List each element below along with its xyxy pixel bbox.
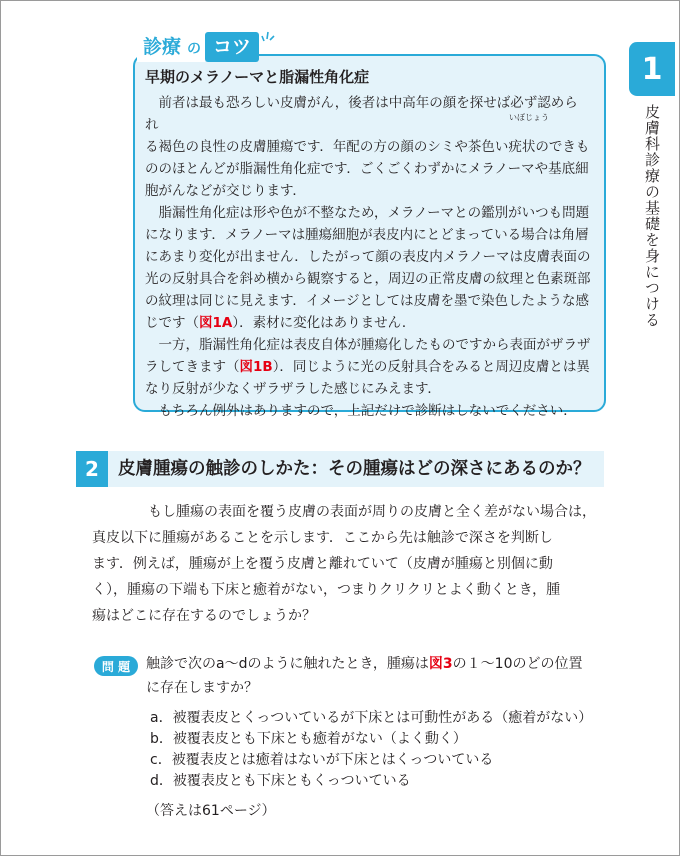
section-title: 皮膚腫瘍の触診のしかた：その腫瘍はどの深さにあるのか？ (118, 459, 591, 479)
tips-paragraph-4 (145, 400, 591, 422)
tips-label-particle: の (187, 32, 205, 62)
section-number: 2 (76, 451, 108, 487)
chapter-number: 1 (641, 51, 663, 87)
tips-paragraph-2 (145, 202, 591, 334)
text-line: 一方，脂漏性角化症は表皮自体が腫瘍化したものですから表面がザラザ (158, 337, 591, 353)
text-line: 瘍はどこに存在するのでしょうか？ (92, 608, 316, 624)
chapter-number-tab (629, 42, 675, 96)
list-item: b．被覆表皮とも下床とも癒着がない（よく動く） (150, 731, 467, 747)
tips-heading: 早期のメラノーマと脂漏性角化症 (145, 68, 370, 86)
sparkle-icon (261, 30, 275, 47)
tips-body (145, 92, 591, 422)
tips-label-keyword: 診療 (137, 32, 187, 62)
section-paragraph (92, 499, 606, 629)
text-line: もちろん例外はありますので，上記だけで診断はしないでください． (158, 403, 577, 419)
text-line: じです（ (145, 315, 199, 331)
text-line: の１～10のどの位置 (452, 656, 583, 672)
figure-reference[interactable]: 図1A (199, 315, 233, 331)
text-line: ）．素材に変化はありません． (232, 315, 416, 331)
list-item: c．被覆表皮とは癒着はないが下床とはくっついている (150, 752, 494, 768)
text-line: なり反射が少なくザラザラした感じにみえます． (145, 381, 441, 397)
text-line: る褐色の良性の皮膚腫瘍です．年配の方の顔のシミや茶色い疣状のできも (145, 139, 590, 155)
text-line: になります．メラノーマは腫瘍細胞が表皮内にとどまっている場合は角層 (145, 227, 589, 243)
text-line: 光の反射具合を斜め横から観察すると，周辺の正常皮膚の紋理と色素斑部 (145, 271, 591, 287)
question-options (150, 708, 592, 792)
text-line: 真皮以下に腫瘍があることを示します．ここから先は触診で深さを判断し (92, 530, 553, 546)
text-line: に存在しますか？ (146, 680, 258, 696)
text-line: ラしてきます（ (145, 359, 240, 375)
figure-reference[interactable]: 図1B (239, 359, 273, 375)
section-body (92, 499, 606, 629)
text-line: にあまり変化が出ません．したがって顔の表皮内メラノーマは皮膚表面の (145, 249, 591, 265)
text-line: もし腫瘍の表面を覆う皮膚の表面が周りの皮膚と全く差がない場合は， (148, 504, 596, 520)
text-line: 脂漏性角化症は形や色が不整なため，メラノーマとの鑑別がいつも問題 (158, 205, 590, 221)
tips-label-kotsu: コツ (205, 32, 259, 62)
text-line: ）．同じように光の反射具合をみると周辺皮膚とは異 (272, 359, 590, 375)
text-line: 胞がんなどが交じります． (145, 183, 306, 199)
text-line: 触診で次のa～dのように触れたとき，腫瘍は (146, 656, 429, 672)
text-line: ます．例えば，腫瘍が上を覆う皮膚と離れていて（皮膚が腫瘍と別個に動 (92, 556, 553, 572)
list-item: d．被覆表皮とも下床ともくっついている (150, 773, 411, 789)
text-line: 前者は最も恐ろしい皮膚がん，後者は中高年の顔を探せば必ず認められ (145, 95, 578, 133)
tips-paragraph-1 (145, 92, 591, 202)
text-line: の紋理は同じに見えます．イメージとしては皮膚を墨で染色したような感 (145, 293, 590, 309)
tips-label (137, 30, 275, 64)
chapter-title: 皮膚科診療の基礎を身につける (643, 104, 661, 328)
text-line: く），腫瘍の下端も下床と癒着がない，つまりクリクリとよく動くとき，腫 (92, 582, 561, 598)
figure-reference[interactable]: 図3 (428, 656, 453, 672)
ruby-annotation: いぼじょう (509, 113, 549, 122)
question-text (146, 652, 606, 700)
list-item: a．被覆表皮とくっついているが下床とは可動性がある（癒着がない） (150, 710, 593, 726)
answer-reference: （答えは61ページ） (146, 803, 276, 819)
question-badge: 問 題 (94, 656, 138, 676)
tips-paragraph-3 (145, 334, 591, 400)
text-line: ののほとんどが脂漏性角化症です．ごくごくわずかにメラノーマや基底細 (145, 161, 589, 177)
